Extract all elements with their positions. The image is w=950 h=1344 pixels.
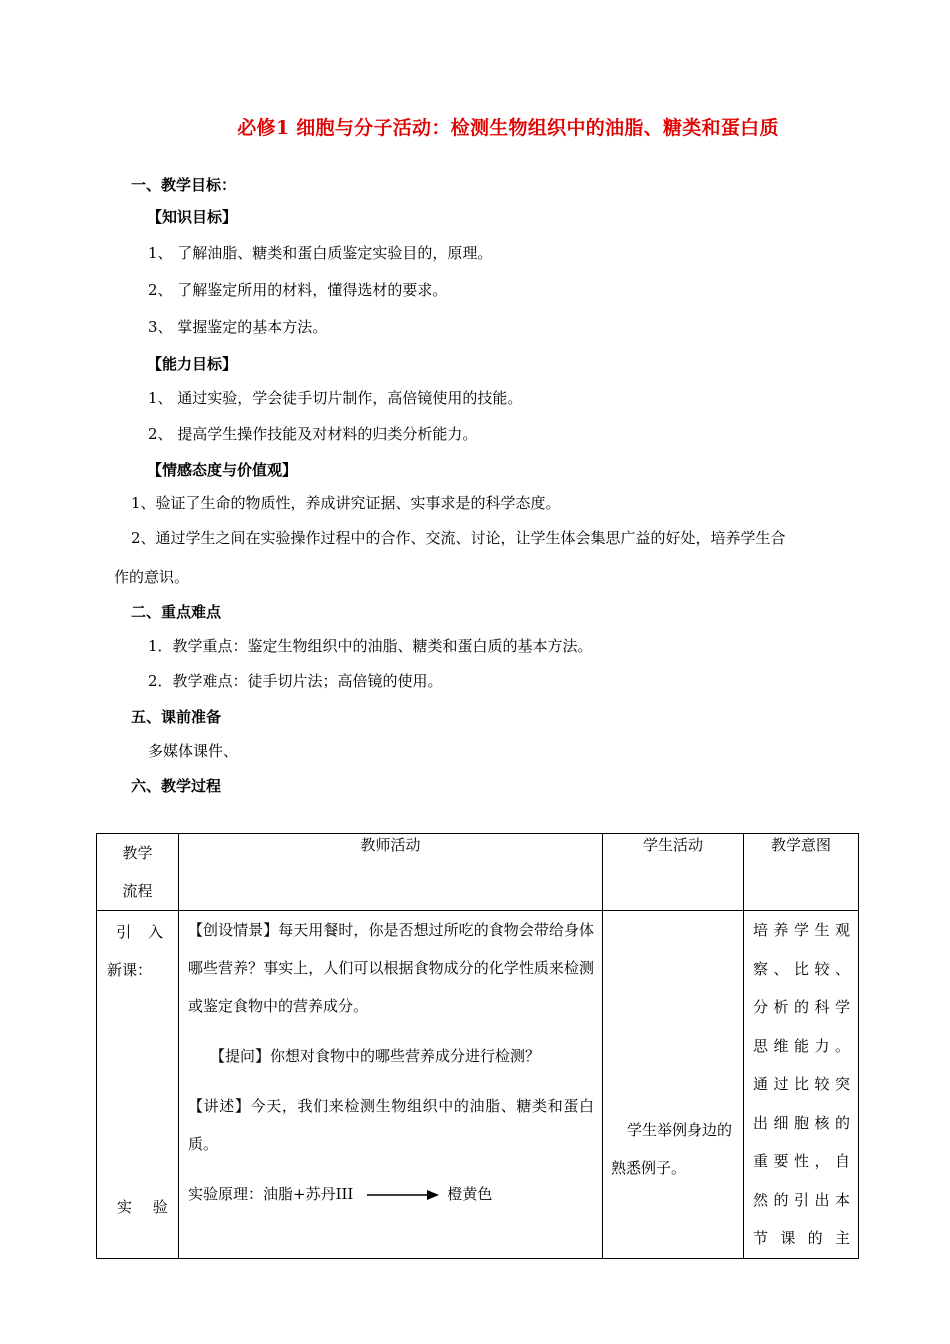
- teacher-question: 【提问】你想对食物中的哪些营养成分进行检测？: [210, 1047, 541, 1065]
- section-5-heading: 五、课前准备: [131, 708, 222, 726]
- ability-goal-2: 2、 提高学生操作技能及对材料的归类分析能力。: [148, 425, 478, 443]
- principle-product: 橙黄色: [447, 1185, 493, 1203]
- ability-goals-heading: 【能力目标】: [147, 355, 238, 373]
- header-student: 学生活动: [603, 834, 744, 911]
- section-6-heading: 六、教学过程: [131, 777, 222, 795]
- knowledge-goal-2: 2、 了解鉴定所用的材料，懂得选材的要求。: [148, 281, 448, 299]
- table-header-row: [97, 834, 859, 911]
- section-2-heading: 二、重点难点: [131, 603, 222, 621]
- section-1-heading: 一、教学目标：: [131, 176, 237, 194]
- key-point: 1．教学重点：鉴定生物组织中的油脂、糖类和蛋白质的基本方法。: [148, 637, 593, 655]
- document-title: 必修1 细胞与分子活动：检测生物组织中的油脂、糖类和蛋白质: [237, 117, 779, 139]
- header-flow-line-1: 教学: [122, 844, 153, 862]
- intent-line: 通过比较突: [753, 1075, 850, 1093]
- difficult-point: 2．教学难点：徒手切片法；高倍镜的使用。: [148, 672, 443, 690]
- reaction-arrow-icon: [367, 1189, 439, 1201]
- intent-line: 然的引出本: [753, 1190, 850, 1209]
- attitude-goal-1: 1、验证了生命的物质性，养成讲究证据、实事求是的科学态度。: [131, 494, 561, 512]
- student-activity-text: 学生举例身边的熟悉例子。: [611, 1121, 733, 1177]
- intent-line: 思维能力。: [753, 1036, 850, 1055]
- header-flow: [97, 834, 179, 911]
- header-teacher: 教师活动: [179, 834, 603, 911]
- intent-line: 分析的科学: [753, 998, 850, 1016]
- teacher-scenario: 【创设情景】每天用餐时，你是否想过所吃的食物会带给身体哪些营养？事实上，人们可以根据食物成分的化学性质来检测或鉴定食物中的营养成分。: [188, 921, 594, 1015]
- teaching-intent-cell: [744, 911, 859, 1259]
- teacher-activity-cell: [179, 911, 603, 1259]
- intent-line: 察、比较、: [753, 959, 850, 978]
- intent-line: 节课的主: [753, 1229, 850, 1247]
- intent-line: 出细胞核的: [753, 1113, 850, 1132]
- attitude-goal-2-line-2: 作的意识。: [114, 568, 190, 586]
- knowledge-goal-3: 3、 掌握鉴定的基本方法。: [148, 318, 328, 336]
- principle-reactants: 实验原理：油脂+苏丹III: [188, 1185, 354, 1203]
- flow-intro-line-1: 引 入: [116, 923, 169, 941]
- header-flow-line-2: 流程: [122, 882, 153, 900]
- ability-goal-1: 1、 通过实验，学会徒手切片制作，高倍镜使用的技能。: [148, 389, 523, 407]
- flow-intro-line-2: 新课：: [107, 961, 153, 979]
- header-intent: 教学意图: [744, 834, 859, 911]
- teaching-process-table: [96, 833, 859, 1259]
- attitude-goals-heading: 【情感态度与价值观】: [147, 461, 298, 479]
- flow-experiment: 实 验: [117, 1198, 176, 1216]
- student-activity-cell: [603, 911, 744, 1259]
- intent-line: 重要性，自: [753, 1152, 850, 1170]
- flow-cell: [97, 911, 179, 1259]
- experiment-principle: [188, 1175, 594, 1213]
- knowledge-goals-heading: 【知识目标】: [147, 208, 238, 226]
- teacher-narration: 【讲述】今天，我们来检测生物组织中的油脂、糖类和蛋白质。: [188, 1097, 594, 1153]
- table-row: [97, 911, 859, 1259]
- attitude-goal-2-line-1: 2、通过学生之间在实验操作过程中的合作、交流、讨论，让学生体会集思广益的好处，培养学生合: [131, 529, 786, 547]
- intent-line: 培养学生观: [753, 921, 850, 939]
- preparation-text: 多媒体课件、: [148, 742, 239, 760]
- knowledge-goal-1: 1、 了解油脂、糖类和蛋白质鉴定实验目的，原理。: [148, 244, 493, 262]
